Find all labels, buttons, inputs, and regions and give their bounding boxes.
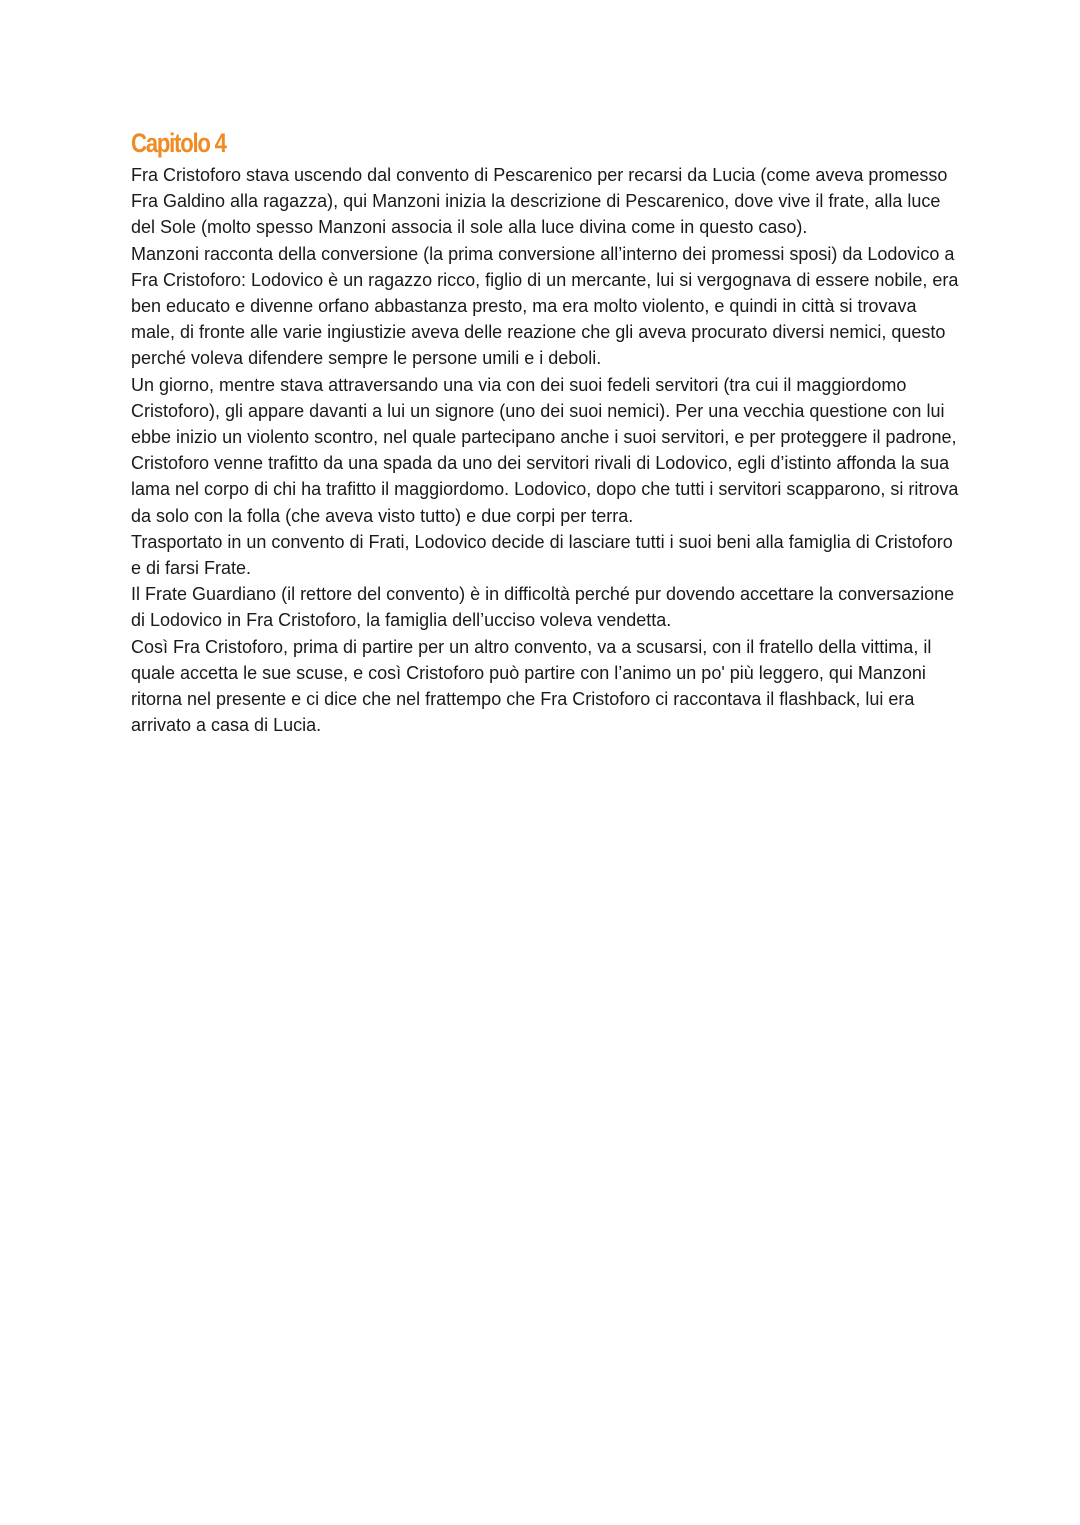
chapter-body	[131, 162, 961, 738]
paragraph-4: Trasportato in un convento di Frati, Lodovico decide di lasciare tutti i suoi beni alla famiglia di Cristoforo e di farsi Frate.	[131, 531, 953, 579]
paragraph-3: Un giorno, mentre stava attraversando una via con dei suoi fedeli servitori (tra cui il maggiordomo Cristoforo), gli appare davanti a lui un signore (uno dei suoi nemici). Per una vecchia questione con lui ebbe inizio un violento scontro, nel quale partecipano anche i suoi servitori, e per proteggere il padrone, Cristoforo venne trafitto da una spada da uno dei servitori rivali di Lodovico, egli d’istinto affonda la sua lama nel corpo di chi ha trafitto il maggiordomo. Lodovico, dopo che tutti i servitori scapparono, si ritrova da solo con la folla (che aveva visto tutto) e due corpi per terra.	[131, 374, 959, 526]
paragraph-6: Così Fra Cristoforo, prima di partire per un altro convento, va a scusarsi, con il fratello della vittima, il quale accetta le sue scuse, e così Cristoforo può partire con l’animo un po' più leggero, qui Manzoni ritorna nel presente e ci dice che nel frattempo che Fra Cristoforo ci raccontava il flashback, lui era arrivato a casa di Lucia.	[131, 636, 932, 736]
chapter-title: Capitolo 4	[131, 128, 226, 158]
document-content	[131, 124, 961, 738]
paragraph-1: Fra Cristoforo stava uscendo dal convento di Pescarenico per recarsi da Lucia (come aveva promesso Fra Galdino alla ragazza), qui Manzoni inizia la descrizione di Pescarenico, dove vive il frate, alla luce del Sole (molto spesso Manzoni associa il sole alla luce divina come in questo caso).	[131, 165, 948, 238]
paragraph-2: Manzoni racconta della conversione (la prima conversione all’interno dei promessi sposi) da Lodovico a Fra Cristoforo: Lodovico è un ragazzo ricco, figlio di un mercante, lui si vergognava di essere nobile, era ben educato e divenne orfano abbastanza presto, ma era molto violento, e quindi in città si trovava male, di fronte alle varie ingiustizie aveva delle reazione che gli aveva procurato diversi nemici, questo perché voleva difendere sempre le persone umili e i deboli.	[131, 243, 959, 369]
paragraph-5: Il Frate Guardiano (il rettore del convento) è in difficoltà perché pur dovendo accettare la conversazione di Lodovico in Fra Cristoforo, la famiglia dell’ucciso voleva vendetta.	[131, 584, 955, 631]
